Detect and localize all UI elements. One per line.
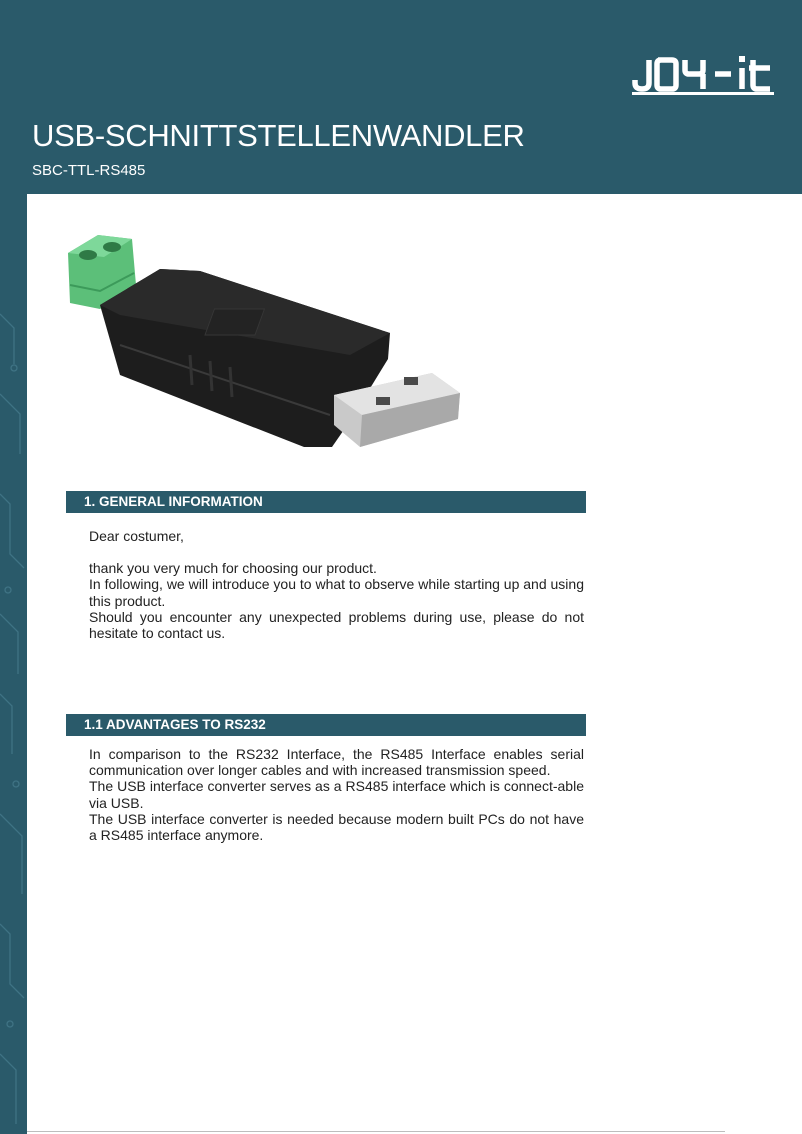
header-banner — [0, 0, 802, 194]
circuit-pattern-decoration — [0, 194, 27, 1134]
paragraph-line: Should you encounter any unexpected problems during use, please do not hesitate to contact us. — [89, 608, 584, 642]
joy-it-logo — [632, 52, 774, 96]
document-title: USB-SCHNITTSTELLENWANDLER — [32, 118, 525, 153]
advantages-text — [89, 746, 584, 843]
side-circuit-band — [0, 194, 27, 1134]
paragraph-line: In comparison to the RS232 Interface, the RS485 Interface enables serial communication over longer cables and with increased transmission speed. — [89, 746, 584, 779]
greeting: Dear costumer, — [89, 528, 184, 544]
document-subtitle: SBC-TTL-RS485 — [32, 162, 146, 179]
product-photo — [60, 225, 480, 475]
paragraph-line: In following, we will introduce you to what to observe while starting up and using this product. — [89, 576, 584, 609]
paragraph-line: The USB interface converter is needed because modern built PCs do not have a RS485 interface anymore. — [89, 810, 584, 844]
section-heading-general-information: 1. GENERAL INFORMATION — [66, 491, 586, 513]
paragraph-line: thank you very much for choosing our product. — [89, 560, 377, 577]
footer-divider — [27, 1131, 725, 1132]
general-information-text — [89, 528, 584, 641]
section-heading-advantages: 1.1 ADVANTAGES TO RS232 — [66, 714, 586, 736]
paragraph-line: The USB interface converter serves as a RS485 interface which is connect-able via USB. — [89, 778, 584, 811]
